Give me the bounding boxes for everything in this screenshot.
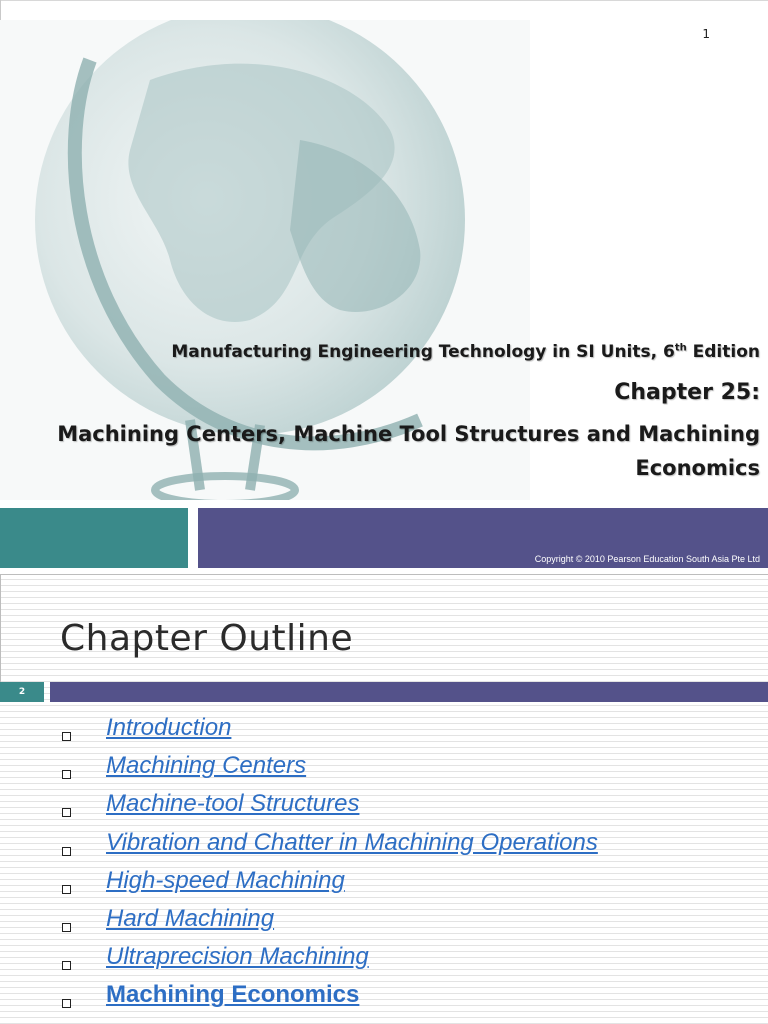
chapter-number: Chapter 25: (614, 380, 760, 405)
teal-footer-block (0, 508, 188, 568)
outline-link-introduction[interactable]: Introduction (106, 714, 232, 741)
slide-border-top (0, 574, 768, 575)
list-item (0, 752, 768, 790)
outline-link-vibration-chatter[interactable]: Vibration and Chatter in Machining Operations (106, 828, 598, 856)
outline-link-high-speed-machining[interactable]: High-speed Machining (106, 866, 345, 894)
outline-link-ultraprecision-machining[interactable]: Ultraprecision Machining (106, 943, 369, 971)
square-bullet-icon (62, 847, 71, 856)
square-bullet-icon (62, 770, 71, 779)
slide-border-top (0, 0, 768, 1)
square-bullet-icon (62, 961, 71, 970)
list-item (0, 943, 768, 981)
book-subtitle (171, 342, 760, 362)
square-bullet-icon (62, 923, 71, 932)
slide-number-badge: 2 (0, 682, 44, 702)
square-bullet-icon (62, 885, 71, 894)
slide-border-left (0, 574, 1, 684)
square-bullet-icon (62, 808, 71, 817)
outline-slide (0, 574, 768, 1024)
chapter-title-line1: Machining Centers, Machine Tool Structures and Machining (57, 422, 760, 446)
list-item (0, 981, 768, 1019)
chapter-title (20, 417, 760, 485)
list-item (0, 790, 768, 828)
chapter-title-line2: Economics (635, 456, 760, 480)
square-bullet-icon (62, 732, 71, 741)
slide-title: Chapter Outline (60, 618, 354, 659)
subtitle-text: Manufacturing Engineering Technology in SI Units, 6 (171, 342, 675, 362)
subtitle-superscript: th (674, 342, 687, 354)
outline-list (0, 714, 768, 1020)
outline-link-machining-centers[interactable]: Machining Centers (106, 752, 307, 780)
copyright-text: Copyright © 2010 Pearson Education South Asia Pte Ltd (534, 554, 760, 564)
square-bullet-icon (62, 999, 71, 1008)
list-item (0, 867, 768, 905)
outline-link-hard-machining[interactable]: Hard Machining (106, 904, 275, 932)
outline-link-machine-tool-structures[interactable]: Machine-tool Structures (106, 790, 360, 818)
subtitle-suffix: Edition (686, 342, 760, 362)
title-rule-bar (50, 682, 768, 702)
list-item (0, 905, 768, 943)
list-item (0, 714, 768, 752)
outline-link-machining-economics[interactable]: Machining Economics (106, 981, 360, 1009)
page-number: 1 (702, 27, 710, 41)
list-item (0, 829, 768, 867)
